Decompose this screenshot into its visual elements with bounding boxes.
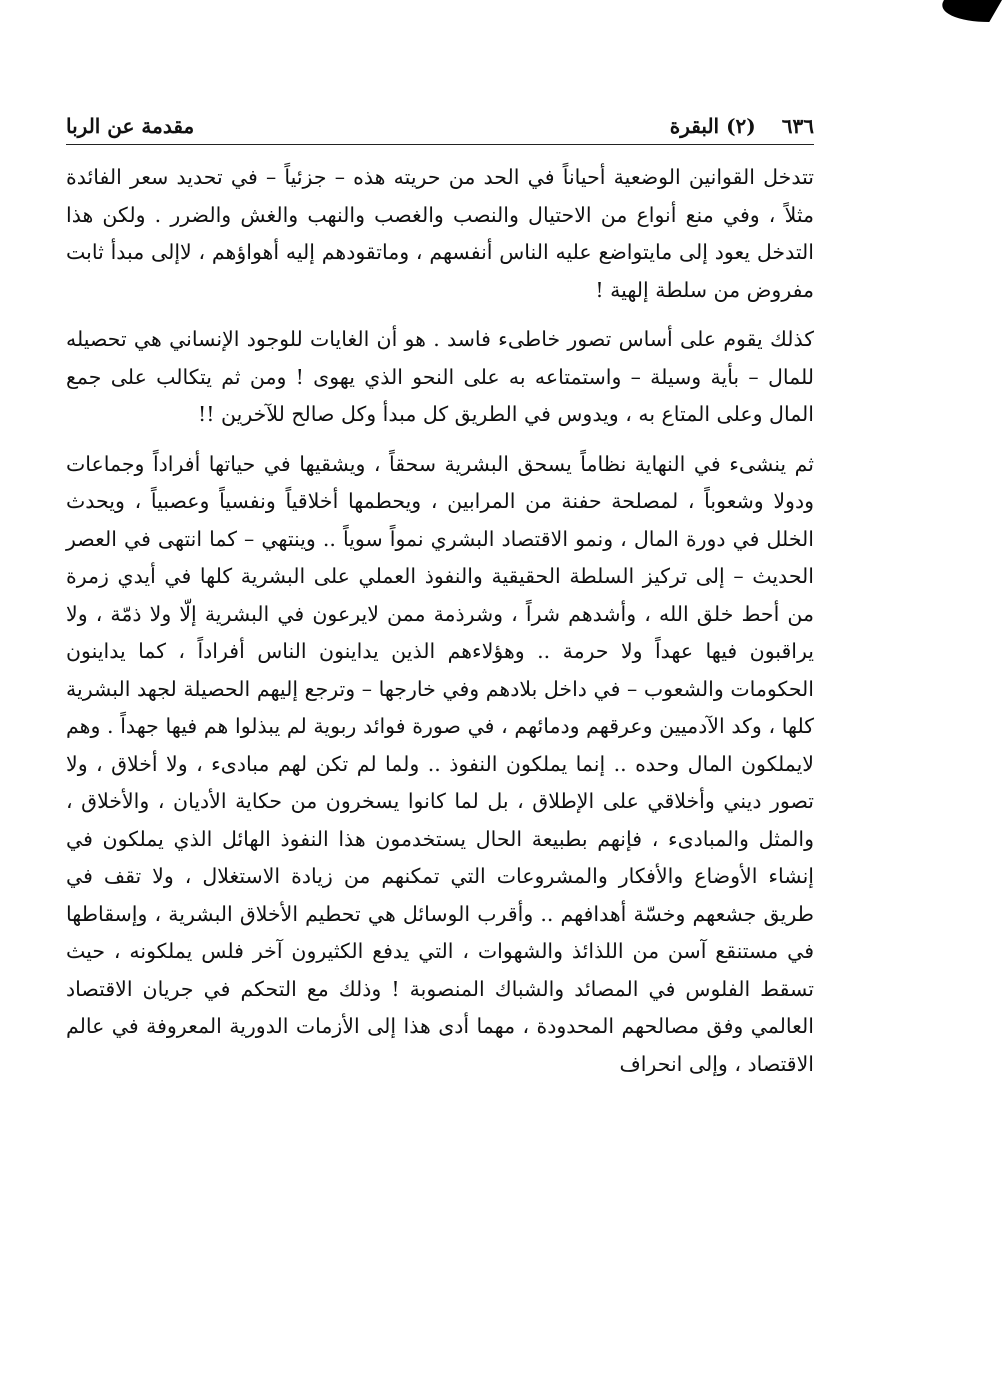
paragraph: ثم ينشىء في النهاية نظاماً يسحق البشرية سحقاً ، ويشقيها في حياتها أفراداً وجماعات ودولا وشعوباً ، لمصلحة حفنة من المرابين ، ويحطمها أخلاقياً ونفسياً وعصبياً ، ويحدث الخلل في دورة المال ، ونمو الاقتصاد البشري نمواً سوياً .. وينتهي – كما انتهى في العصر الحديث – إلى تركيز السلطة الحقيقية والنفوذ العملي على البشرية كلها في أيدي زمرة من أحط خلق الله ، وأشدهم شراً ، وشرذمة ممن لايرعون في البشرية إلّا ولا ذمّة ، ولا يراقبون فيها عهداً ولا حرمة .. وهؤلاءهم الذين يداينون الناس أفراداً ، كما يداينون الحكومات والشعوب – في داخل بلادهم وفي خارجها – وترجع إليهم الحصيلة لجهد البشرية كلها ، وكد الآدميين وعرقهم ودمائهم ، في صورة فوائد ربوية لم يبذلوا هم فيها جهداً . وهم لايملكون المال وحده .. إنما يملكون النفوذ .. ولما لم تكن لهم مبادىء ، ولا أخلاق ، ولا تصور ديني وأخلاقي على الإطلاق ، بل لما كانوا يسخرون من حكاية الأديان ، والأخلاق ، والمثل والمبادىء ، فإنهم بطبيعة الحال يستخدمون هذا النفوذ الهائل الذي يملكون في إنشاء الأوضاع والأفكار والمشروعات التي تمكنهم من زيادة الاستغلال ، ولا تقف في طريق جشعهم وخسّة أهدافهم .. وأقرب الوسائل هي تحطيم الأخلاق البشرية ، وإسقاطها في مستنقع آسن من اللذائذ والشهوات ، التي يدفع الكثيرون آخر فلس يملكونه ، حيث تسقط الفلوس في المصائد والشباك المنصوبة ! وذلك مع التحكم في جريان الاقتصاد العالمي وفق مصالحهم المحدودة ، مهما أدى هذا إلى الأزمات الدورية المعروفة في عالم الاقتصاد ، وإلى انحراف [66, 451, 814, 1076]
section-title: مقدمة عن الربا [66, 114, 195, 138]
scan-corner-mark [931, 0, 1002, 22]
paragraph: تتدخل القوانين الوضعية أحياناً في الحد من حريته هذه – جزئياً – في تحديد سعر الفائدة مثلاً ، وفي منع أنواع من الاحتيال والنصب والغصب والنهب والغش والضرر . ولكن هذا التدخل يعود إلى مايتواضع عليه الناس أنفسهم ، وماتقودهم إليه أهواؤهم ، لاإلى مبدأ ثابت مفروض من سلطة إلهية ! [66, 165, 814, 302]
paragraph: كذلك يقوم على أساس تصور خاطىء فاسد . هو أن الغايات للوجود الإنساني هي تحصيله للمال – بأية وسيلة – واستمتاعه به على النحو الذي يهوى ! ومن ثم يتكالب على جمع المال وعلى المتاع به ، ويدوس في الطريق كل مبدأ وكل صالح للآخرين !! [66, 327, 814, 426]
header-right-group [670, 114, 814, 138]
running-header [66, 108, 814, 145]
book-page [66, 108, 814, 1083]
surah-label: (٢) البقرة [669, 114, 756, 138]
body-text [66, 159, 814, 1083]
page-number: ٦٣٦ [781, 114, 814, 138]
